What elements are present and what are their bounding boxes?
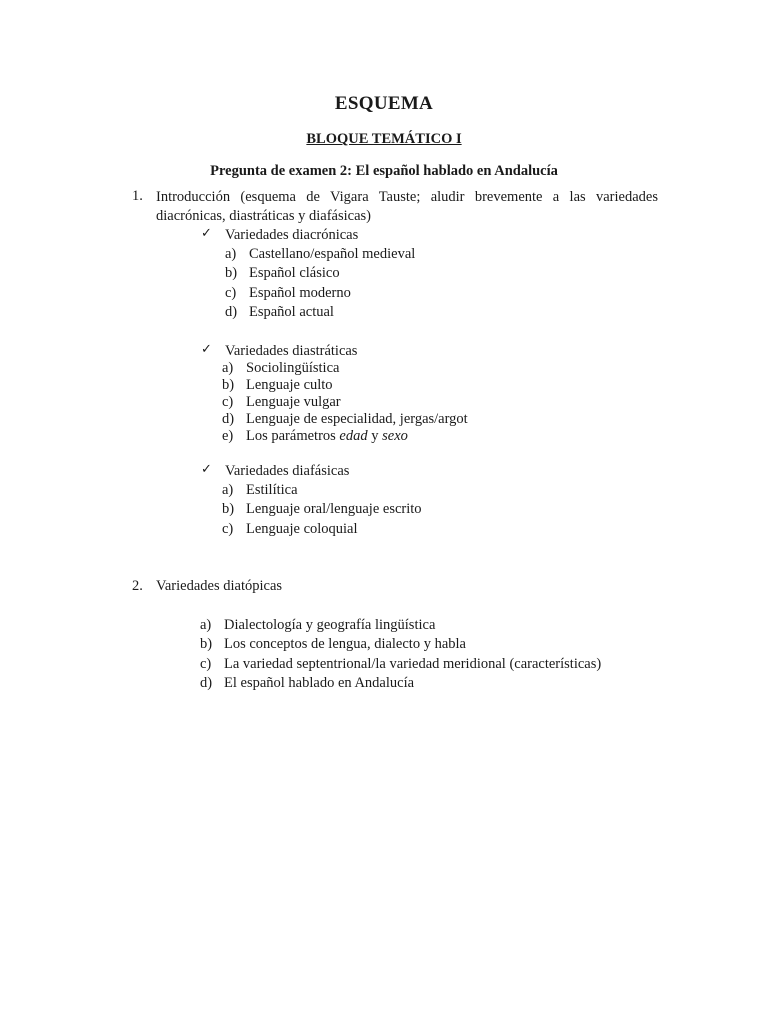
list-item-text: Español actual bbox=[249, 304, 334, 321]
list-item-label: b) bbox=[225, 265, 238, 282]
section-1-text: Introducción (esquema de Vigara Tauste; aludir brevemente a las variedades diacrónicas, diastráticas y diafásicas) bbox=[156, 189, 658, 224]
list-item-text-mid: y bbox=[367, 428, 383, 444]
section-2-number: 2. bbox=[132, 578, 143, 594]
block-subtitle: BLOQUE TEMÁTICO I bbox=[306, 131, 462, 147]
section-2-list bbox=[200, 617, 601, 695]
sub-list bbox=[222, 482, 422, 540]
section-1-number: 1. bbox=[132, 188, 143, 204]
list-item-text: Lenguaje oral/lenguaje escrito bbox=[246, 501, 422, 518]
group-heading bbox=[200, 343, 468, 360]
list-item bbox=[222, 501, 422, 520]
checkmark-icon: ✓ bbox=[201, 226, 212, 241]
list-item-label: b) bbox=[200, 636, 213, 653]
group-heading bbox=[200, 463, 422, 482]
list-item bbox=[222, 482, 422, 501]
list-item-label: d) bbox=[200, 675, 213, 692]
group-heading-label: Variedades diafásicas bbox=[225, 463, 350, 479]
emphasis-edad: edad bbox=[339, 428, 368, 444]
sub-list bbox=[222, 360, 468, 445]
list-item-label: e) bbox=[222, 428, 234, 444]
list-item bbox=[225, 246, 415, 265]
list-item-text: Lenguaje culto bbox=[246, 377, 333, 393]
list-item bbox=[222, 394, 468, 411]
group-heading-label: Variedades diacrónicas bbox=[225, 227, 359, 243]
list-item-label: c) bbox=[222, 394, 234, 410]
group-heading bbox=[200, 227, 415, 246]
list-item bbox=[225, 285, 415, 304]
list-item-label: c) bbox=[222, 520, 234, 537]
group-heading-label: Variedades diastráticas bbox=[225, 343, 358, 359]
list-item-label: b) bbox=[222, 377, 235, 393]
exam-question-heading: Pregunta de examen 2: El español hablado en Andalucía bbox=[210, 163, 558, 179]
list-item bbox=[200, 675, 601, 694]
list-item-text: Español moderno bbox=[249, 284, 351, 301]
list-item bbox=[225, 304, 415, 323]
list-item bbox=[200, 636, 601, 655]
section-2 bbox=[132, 578, 282, 595]
list-item-label: c) bbox=[200, 655, 212, 672]
list-item-label: a) bbox=[222, 360, 234, 376]
list-item bbox=[200, 617, 601, 636]
list-item-label: d) bbox=[222, 411, 235, 427]
list-item-text: Los conceptos de lengua, dialecto y habla bbox=[224, 636, 466, 653]
list-item-label: a) bbox=[200, 617, 212, 633]
list-item-text: La variedad septentrional/la variedad meridional (características) bbox=[224, 655, 602, 672]
group-diastraticas bbox=[200, 343, 468, 445]
list-item bbox=[225, 265, 415, 284]
emphasis-sexo: sexo bbox=[382, 428, 408, 444]
sub-list bbox=[225, 246, 415, 324]
list-item bbox=[222, 428, 468, 445]
list-item bbox=[222, 521, 422, 540]
section-2-text: Variedades diatópicas bbox=[156, 578, 283, 594]
list-item-text: Estilítica bbox=[246, 482, 298, 498]
list-item-label: a) bbox=[225, 246, 237, 262]
sub-list bbox=[200, 617, 601, 695]
list-item-label: c) bbox=[225, 284, 237, 301]
list-item-label: d) bbox=[225, 304, 238, 321]
list-item-label: a) bbox=[222, 482, 234, 498]
list-item-text: Sociolingüística bbox=[246, 360, 340, 376]
list-item-text: Dialectología y geografía lingüística bbox=[224, 617, 436, 633]
list-item bbox=[200, 656, 601, 675]
list-item-text: Lenguaje de especialidad, jergas/argot bbox=[246, 411, 468, 427]
group-diacronicas bbox=[200, 227, 415, 324]
list-item-text: Los parámetros bbox=[246, 428, 340, 444]
list-item-text: Lenguaje vulgar bbox=[246, 394, 341, 410]
list-item-label: b) bbox=[222, 501, 235, 518]
list-item-text: El español hablado en Andalucía bbox=[224, 675, 415, 692]
checkmark-icon: ✓ bbox=[201, 342, 212, 357]
page-title: ESQUEMA bbox=[334, 93, 434, 114]
list-item bbox=[222, 377, 468, 394]
group-diafasicas bbox=[200, 463, 422, 540]
list-item bbox=[222, 411, 468, 428]
section-1 bbox=[132, 188, 658, 226]
list-item-text: Castellano/español medieval bbox=[249, 246, 416, 262]
checkmark-icon: ✓ bbox=[201, 462, 212, 477]
list-item-text: Lenguaje coloquial bbox=[246, 520, 358, 537]
list-item-text: Español clásico bbox=[249, 265, 340, 282]
list-item bbox=[222, 360, 468, 377]
